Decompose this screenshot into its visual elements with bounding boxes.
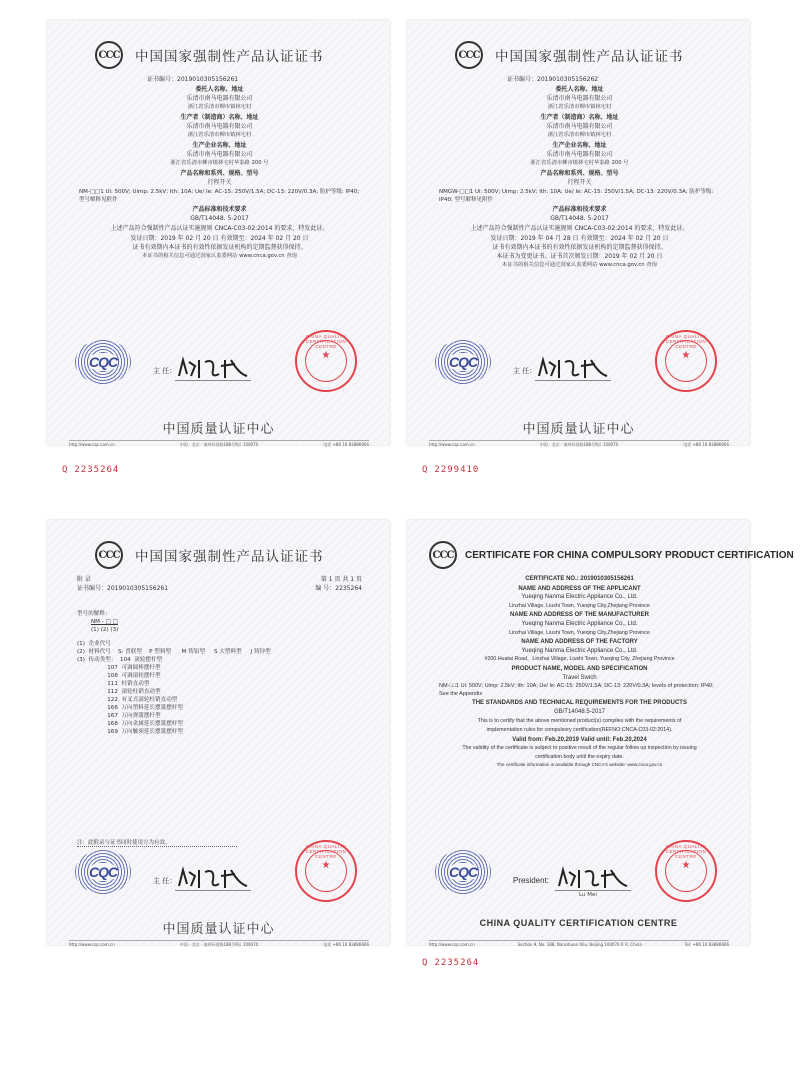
ccc-logo: CCC [95, 41, 123, 69]
manufacturer-heading: NAME AND ADDRESS OF THE MANUFACTURER [510, 612, 649, 619]
validity-note: The validity of the certificate is subject to positive result of the regular follow up inspection by issuing certification body until the expiry date. [462, 745, 697, 760]
signature-area [75, 844, 365, 910]
certificate-header [95, 540, 355, 570]
factory-address: 浙江省乐清市柳市镇林宅村华泰路 200 号 [170, 160, 269, 166]
manufacturer-address: Linzhai Village, Liushi Town, Yueqing City,Zhejiang Province [509, 629, 650, 636]
certificate-title: 中国国家强制性产品认证证书 [495, 49, 684, 65]
validity-dates: Valid from: Feb.20,2019 Valid until: Feb.20,2024 [512, 736, 647, 743]
signature-icon [535, 356, 615, 380]
standard-heading: 产品标准和技术要求 [192, 206, 247, 213]
issuing-organization: 中国质量认证中心 [522, 422, 635, 437]
cert-number: CERTIFICATE NO.: 2019010305156261 [525, 576, 634, 582]
standard-heading: 产品标准和技术要求 [552, 206, 607, 213]
appendix-note: 注：此附录与证书同时使用方为有效。 [77, 840, 171, 846]
president-label: 主 任： [153, 367, 177, 375]
applicant-name: 乐清市南马电器有限公司 [186, 95, 253, 102]
serial-number: Q 2235264 [422, 958, 480, 968]
product-spec: NMGW-□□1 Ui: 500V; Uimp: 2.5kV; Ith: 10A; Ue/ Ie: AC-15: 250V/1.5A; DC-13: 220V/0.3A; 防护等级: IP40; 型号解释见附件 [439, 189, 714, 203]
certificate-title: 中国国家强制性产品认证证书 [135, 549, 324, 565]
signature-icon [175, 356, 255, 380]
validity-note: 证书有效期内本证书的有效性依据发证机构的定期监督获得保持。 [492, 244, 667, 251]
certificate-cn-1 [47, 20, 390, 445]
model-heading: 型号的解释： [77, 611, 111, 617]
president-label: President: [513, 876, 550, 885]
issuing-organization: 中国质量认证中心 [162, 422, 275, 437]
model-line: 111 柱销直动型 [77, 681, 150, 687]
factory-name: 乐清市南马电器有限公司 [186, 151, 253, 158]
signature-icon [175, 866, 255, 890]
product-heading: 产品名称和系列、规格、型号 [540, 170, 619, 177]
validity-dates: 发证日期：2019 年 04 月 28 日 有效期至：2024 年 02 月 20 日 [490, 235, 669, 242]
issuing-organization: 中国质量认证中心 [162, 922, 275, 937]
serial-number: Q 2299410 [422, 465, 480, 475]
model-line: (3) 传动类型： 104 滚轮摆杆型 [77, 657, 163, 663]
model-line: 166 万向塑料延长摆簧摆杆型 [77, 705, 183, 711]
standard: GB/T14048.5-2017 [553, 708, 606, 715]
manufacturer-name: 乐清市南马电器有限公司 [186, 123, 253, 130]
validity-note: 证书有效期内本证书的有效性依据发证机构的定期监督获得保持。 [132, 244, 307, 251]
conformity-statement: 上述产品符合强制性产品认证实施规则 CNCA-C03-02:2014 的要求，特发此证。 [470, 225, 689, 232]
product-spec: NM-□□1 Ui: 500V; Uimp: 2.5kV; Ith: 10A; Ue/ Ie: AC-15: 250V/1.5A; DC-13: 220V/0.3A; 防护等级: IP40; 型号解释见附件 [79, 189, 360, 203]
applicant-name: 乐清市南马电器有限公司 [546, 95, 613, 102]
footer: http://www.cqc.com.cn 中国 · 北京 · 南四环西路188号9区 100070 电话 +86 10 83886666 [69, 442, 369, 447]
product-name: 行程开关 [207, 179, 232, 186]
factory-address: #200 Huatai Road，Linzhai Village, Liushi Town, Yueqing City, Zhejiang Province [484, 656, 675, 663]
manufacturer-address: 浙江省乐清市柳市镇林宅村 [187, 132, 252, 138]
factory-heading: 生产企业名称、地址 [192, 142, 247, 149]
cqc-logo: CQC [435, 850, 491, 894]
product-heading: 产品名称和系列、规格、型号 [180, 170, 259, 177]
footer: http://www.cqc.com.cn Section 9, No. 188, Nansihuan Xilu, Beijing 100070 P. R. China Tel: +86 10 83886666 [429, 942, 729, 947]
model-line: 167 万向弹簧摆杆型 [77, 713, 161, 719]
official-seal-icon: CHINA QUALITY CERTIFICATION CENTRE ★ [295, 330, 357, 392]
manufacturer-name: 乐清市南马电器有限公司 [546, 123, 613, 130]
manufacturer-heading: 生产者（制造商）名称、地址 [180, 114, 259, 121]
model-line: 168 万向金属延长摆簧摆杆型 [77, 721, 183, 727]
official-seal-icon: CHINA QUALITY CERTIFICATION CENTRE ★ [655, 330, 717, 392]
cert-number: 证书编号：2019010305156262 [507, 76, 599, 83]
applicant-address: 浙江省乐清市柳市镇林宅村 [187, 104, 252, 110]
certificate-body [437, 75, 722, 270]
applicant-address: Linzhai Village, Liushi Town, Yueqing City,Zhejiang Province [509, 602, 650, 609]
cert-number: 证书编号：2019010305156261 [147, 76, 239, 83]
ccc-logo: CCC [95, 541, 123, 569]
model-line: (2) 材料代号 S: 普联型 P 塑料型 M 铸铝型 S 大塑料型 J 铸锌型 [77, 649, 271, 655]
factory-address: 浙江省乐清市柳市镇林宅村华泰路 200 号 [530, 160, 629, 166]
model-code: NM - □ □ [91, 619, 118, 625]
product-spec: NM-□□1 Ui: 500V; Uimp: 2.5kV; Ith: 10A; Ue/ Ie: AC-15: 250V/1.5A; DC-13: 220V/0.3A; levels of protection: IP40; See the Appendix [439, 683, 714, 698]
applicant-heading: NAME AND ADDRESS OF THE APPLICANT [518, 585, 641, 592]
cqc-logo: CQC [75, 850, 131, 894]
applicant-address: 浙江省乐清市柳市镇林宅村 [547, 104, 612, 110]
change-note: 本证书为变更证书。证书首次颁发日期：2019 年 02 月 20 日 [496, 253, 663, 260]
applicant-heading: 委托人名称、地址 [555, 86, 604, 93]
certificate-title: CERTIFICATE FOR CHINA COMPULSORY PRODUCT CERTIFICATION [465, 549, 794, 561]
standard: GB/T14048. 5-2017 [190, 215, 249, 222]
manufacturer-heading: 生产者（制造商）名称、地址 [540, 114, 619, 121]
model-line: 107 可调圆棒摆杆型 [77, 665, 161, 671]
certificate-header [455, 40, 715, 70]
applicant-name: Yueqing Nanma Electric Appliance Co., Ltd. [521, 594, 638, 601]
official-seal-icon: CHINA QUALITY CERTIFICATION CENTRE ★ [295, 840, 357, 902]
official-seal-icon: CHINA QUALITY CERTIFICATION CENTRE ★ [655, 840, 717, 902]
certificate-header [95, 40, 355, 70]
certificate-body [437, 575, 722, 770]
footer: http://www.cqc.com.cn 中国 · 北京 · 南四环西路188号9区 100070 电话 +86 10 83886666 [69, 942, 369, 947]
manufacturer-address: 浙江省乐清市柳市镇林宅村 [547, 132, 612, 138]
info-note: The certificate information is available through CNCA's website: www.cnca.gov.cn [496, 762, 663, 768]
validity-dates: 发证日期：2019 年 02 月 20 日 有效期至：2024 年 02 月 20 日 [130, 235, 309, 242]
model-line: 122 有叉式滚轮柱销直动型 [77, 697, 178, 703]
cert-number: 证书编号：2019010305156261 [77, 585, 169, 592]
product-name: Travel Swich [562, 674, 597, 681]
model-line: 112 滚轮柱销直动型 [77, 689, 161, 695]
certificate-cn-2 [407, 20, 750, 445]
cqc-logo: CQC [435, 340, 491, 384]
conformity-statement: This is to certify that the above mentioned product(s) complies with the requirements of implementation rules for compulsory certification(REFNO:CNCA-C03-02:2014). [477, 718, 682, 733]
president-label: 主 任： [513, 367, 537, 375]
cqc-logo: CQC [75, 340, 131, 384]
ccc-logo: CCC [429, 541, 457, 569]
signature-icon [555, 866, 635, 890]
product-heading: PRODUCT NAME, MODEL AND SPECIFICATION [511, 665, 648, 672]
factory-heading: NAME AND ADDRESS OF THE FACTORY [521, 639, 638, 646]
model-index: (1) (2) (3) [91, 627, 119, 633]
president-label: 主 任： [153, 877, 177, 885]
product-name: 行程开关 [567, 179, 592, 186]
serial-label: 编 号：2235264 [315, 585, 362, 592]
page-number: 第 1 页 共 1 页 [320, 576, 362, 583]
certificate-header [429, 540, 794, 570]
certificate-title: 中国国家强制性产品认证证书 [135, 49, 324, 65]
info-note: 本证书的相关信息可通过国家认监委网站 www.cnca.gov.cn 查询 [502, 262, 657, 268]
appendix-header [77, 575, 362, 593]
factory-heading: 生产企业名称、地址 [552, 142, 607, 149]
signature-area [435, 334, 725, 400]
issuing-organization: CHINA QUALITY CERTIFICATION CENTRE [479, 918, 678, 928]
footer: http://www.cqc.com.cn 中国 · 北京 · 南四环西路188号9区 100070 电话 +86 10 83886666 [429, 442, 729, 447]
model-line: 169 万向触须延长摆簧摆杆型 [77, 729, 183, 735]
factory-name: Yueqing Nanma Electric Appliance Co., Ltd. [521, 647, 638, 654]
appendix-label: 附 录 [77, 576, 91, 583]
model-explanation [77, 610, 367, 736]
model-line: (1) 企业代号 [77, 641, 111, 647]
signature-area [435, 844, 725, 910]
serial-number: Q 2235264 [62, 465, 120, 475]
certificate-en [407, 520, 794, 947]
info-note: 本证书的相关信息可通过国家认监委网站 www.cnca.gov.cn 查询 [142, 253, 297, 259]
manufacturer-name: Yueqing Nanma Electric Appliance Co., Ltd. [521, 620, 638, 627]
conformity-statement: 上述产品符合强制性产品认证实施规则 CNCA-C03-02:2014 的要求，特发此证。 [110, 225, 329, 232]
ccc-logo: CCC [455, 41, 483, 69]
model-line: 108 可调滚轮摆杆型 [77, 673, 161, 679]
signature-area [75, 334, 365, 400]
standard-heading: THE STANDARDS AND TECHNICAL REQUIREMENTS FOR THE PRODUCTS [472, 700, 687, 707]
certificate-body [77, 75, 362, 261]
factory-name: 乐清市南马电器有限公司 [546, 151, 613, 158]
applicant-heading: 委托人名称、地址 [195, 86, 244, 93]
president-name: Lu Mei [579, 892, 597, 898]
standard: GB/T14048. 5-2017 [550, 215, 609, 222]
certificate-appendix [47, 520, 390, 945]
